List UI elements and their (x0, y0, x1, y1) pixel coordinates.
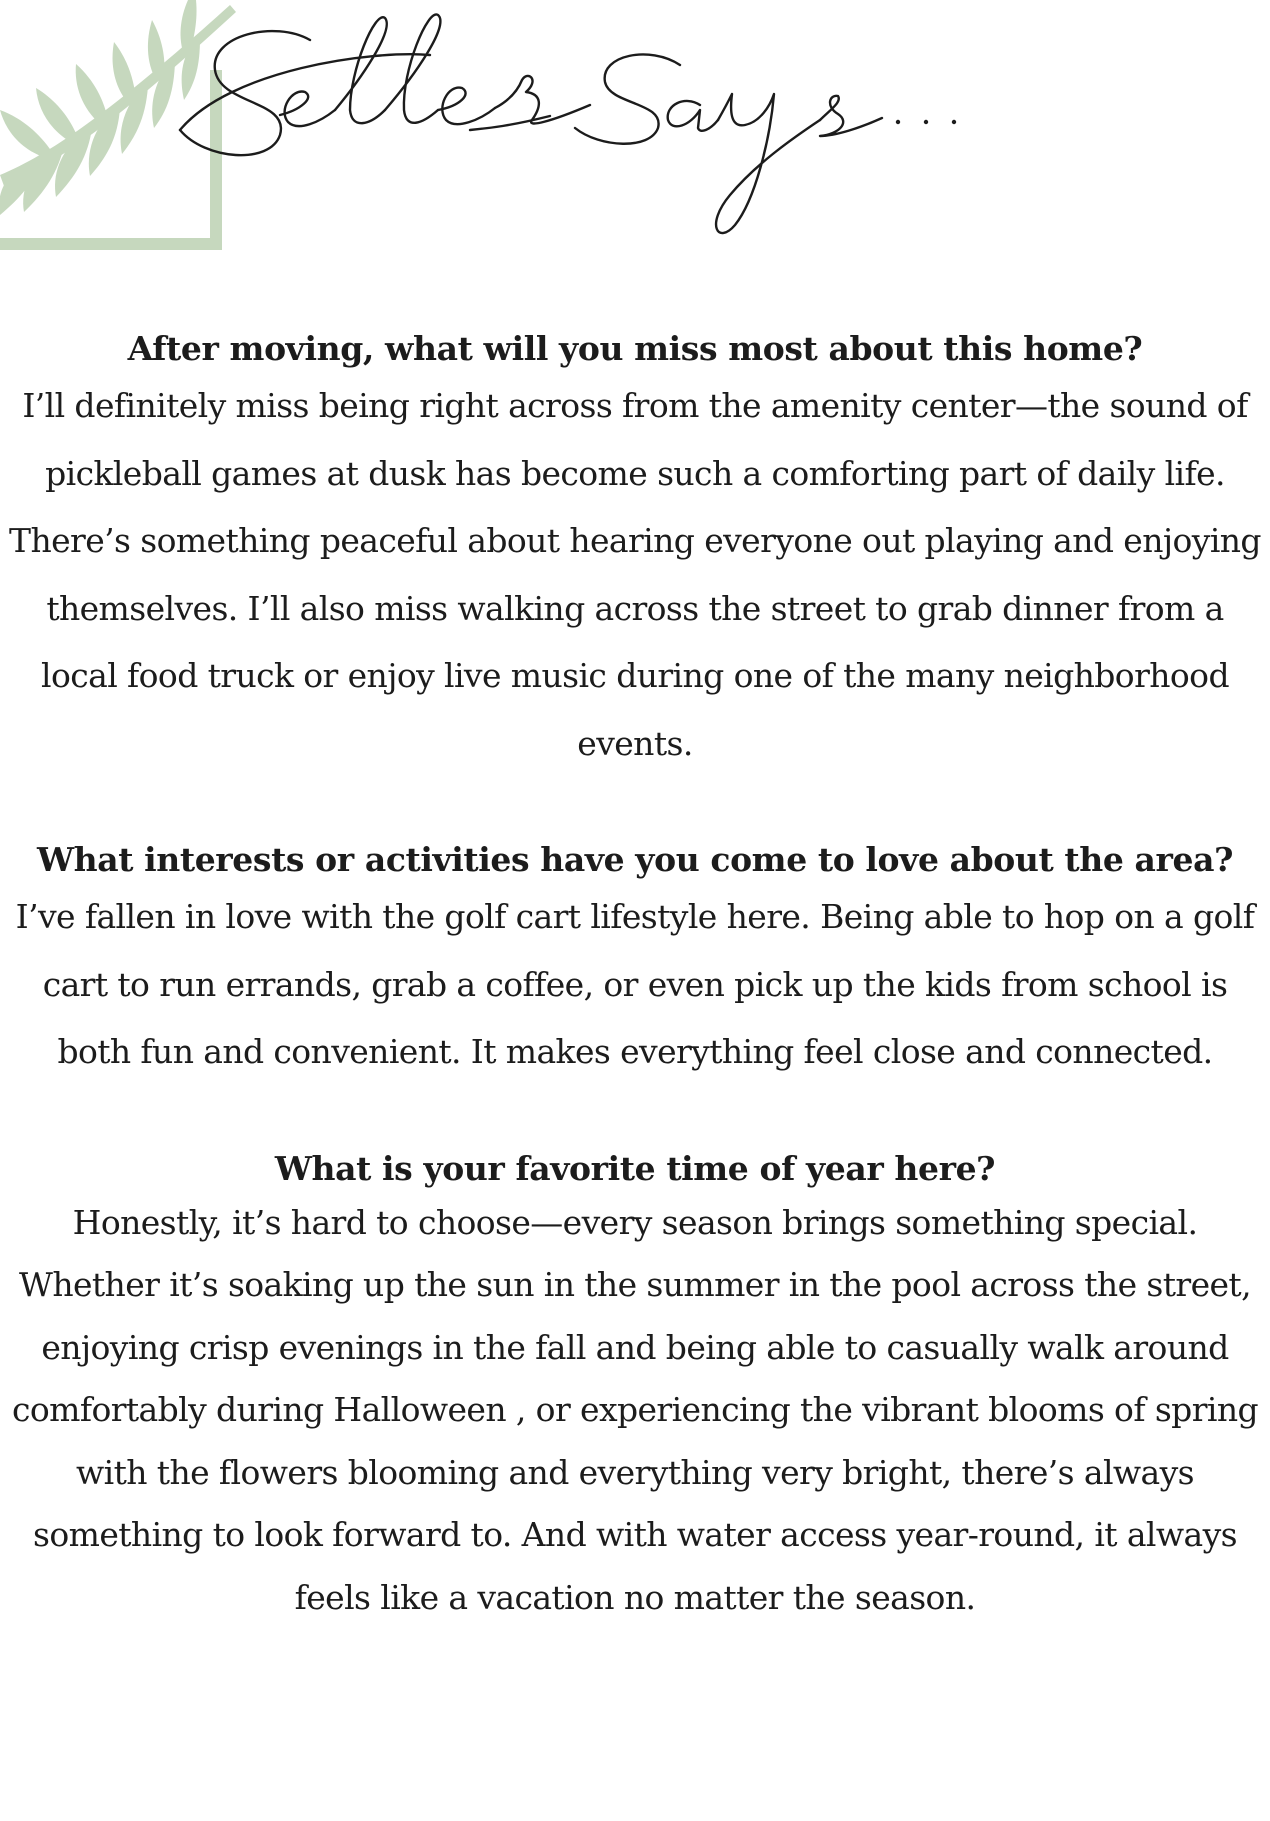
question-text: After moving, what will you miss most about this home? (127, 329, 1143, 368)
answer-text: I’ll definitely miss being right across from the amenity center—the sound of pickleball games at dusk has become such a comforting part of daily life. There’s something peaceful about hearing everyone out playing and enjoying themselves. I’ll also miss walking across the street to grab dinner from a local food truck or enjoy live music during one of the many neighborhood events. (9, 386, 1261, 763)
question-text: What interests or activities have you come to love about the area? (36, 840, 1234, 879)
qa-item (0, 1146, 1270, 1630)
page-header (0, 0, 1270, 260)
qa-item (0, 326, 1270, 777)
qa-item (0, 837, 1270, 1086)
qa-section (0, 326, 1270, 1629)
answer-text: I’ve fallen in love with the golf cart lifestyle here. Being able to hop on a golf cart to run errands, grab a coffee, or even pick up the kids from school is both fun and convenient. It makes everything feel close and connected. (15, 897, 1255, 1071)
page-title (170, 10, 1070, 250)
question-text: What is your favorite time of year here? (274, 1148, 996, 1188)
answer-text: Honestly, it’s hard to choose—every season brings something special. Whether it’s soaking up the sun in the summer in the pool across the street, enjoying crisp evenings in the fall and being able to casually walk around comfortably during Halloween , or experiencing the vibrant blooms of spring with the flowers blooming and everything very bright, there’s always something to look forward to. And with water access year-round, it always feels like a vacation no matter the season. (12, 1202, 1258, 1617)
